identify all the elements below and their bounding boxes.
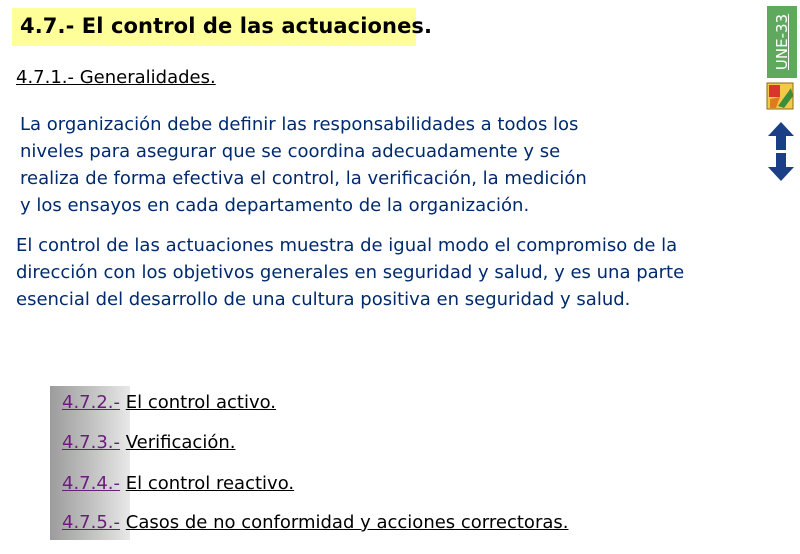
link-4-7-5[interactable] xyxy=(62,512,568,533)
paragraph-1-line: niveles para asegurar que se coordina adecuadamente y se xyxy=(20,141,561,162)
section-subtitle: 4.7.1.- Generalidades. xyxy=(16,67,216,88)
paragraph-1-line: La organización debe definir las responsabilidades a todos los xyxy=(20,114,579,135)
title-bar xyxy=(12,8,433,46)
link-label[interactable]: El control reactivo. xyxy=(125,473,295,494)
paragraph-1-line: y los ensayos en cada departamento de la organización. xyxy=(20,195,530,216)
arrow-up-icon[interactable] xyxy=(767,121,795,151)
paragraph-1 xyxy=(20,111,587,219)
link-number[interactable]: 4.7.3.- xyxy=(62,432,121,453)
link-number[interactable]: 4.7.5.- xyxy=(62,512,121,533)
page-title: 4.7.- El control de las actuaciones. xyxy=(20,14,433,38)
paragraph-1-line: realiza de forma efectiva el control, la verificación, la medición xyxy=(20,168,587,189)
link-number[interactable]: 4.7.4.- xyxy=(62,473,121,494)
arrow-down-icon[interactable] xyxy=(767,152,795,182)
paragraph-2 xyxy=(16,232,684,313)
home-icon[interactable] xyxy=(766,82,794,110)
link-label[interactable]: Verificación. xyxy=(125,432,236,453)
link-number[interactable]: 4.7.2.- xyxy=(62,392,121,413)
paragraph-2-line: El control de las actuaciones muestra de igual modo el compromiso de la xyxy=(16,235,678,256)
link-label[interactable]: Casos de no conformidad y acciones correctoras. xyxy=(125,512,569,533)
link-4-7-4[interactable] xyxy=(62,473,294,494)
paragraph-2-line: dirección con los objetivos generales en seguridad y salud, y es una parte xyxy=(16,262,685,283)
link-4-7-2[interactable] xyxy=(62,392,276,413)
une-33-label[interactable]: UNE-33 xyxy=(773,13,791,71)
paragraph-2-line: esencial del desarrollo de una cultura positiva en seguridad y salud. xyxy=(16,289,631,310)
une-33-tab[interactable] xyxy=(767,6,797,78)
link-4-7-3[interactable] xyxy=(62,432,235,453)
link-label[interactable]: El control activo. xyxy=(125,392,277,413)
